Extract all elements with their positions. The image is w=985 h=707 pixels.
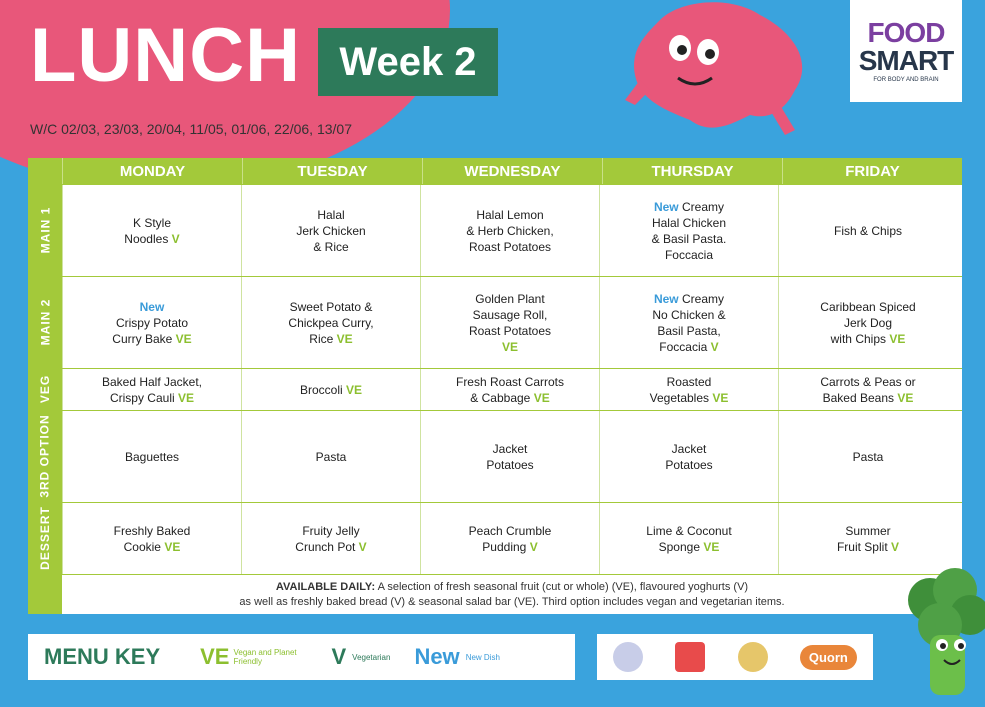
menu-cell: Baguettes (62, 411, 241, 503)
menu-key (28, 634, 575, 680)
quorn-logo: Quorn (800, 645, 857, 670)
menu-row-veg (62, 368, 962, 411)
menu-cell: Caribbean Spiced Jerk Dog with Chips VE (778, 277, 957, 369)
menu-cell: New Creamy No Chicken & Basil Pasta, Foccacia V (599, 277, 778, 369)
day-header-wednesday: WEDNESDAY (422, 158, 602, 184)
partner-logos (597, 634, 873, 680)
row-label-3rd-option: 3RD OPTION (38, 414, 52, 498)
menu-row-dessert (62, 502, 962, 575)
menu-cell: Halal Lemon & Herb Chicken, Roast Potatoes (420, 185, 599, 277)
menu-cell: Roasted Vegetables VE (599, 369, 778, 411)
menu-cell: Jacket Potatoes (420, 411, 599, 503)
partner-badge-icon (613, 642, 643, 672)
logo-smart-text: SMART (858, 45, 954, 76)
day-header-tuesday: TUESDAY (242, 158, 422, 184)
menu-cell: Freshly Baked Cookie VE (62, 503, 241, 575)
row-label-main-1: MAIN 1 (38, 206, 53, 254)
menu-row-3rd-option (62, 410, 962, 503)
logo-tagline: FOR BODY AND BRAIN (873, 77, 939, 83)
menu-cell: Peach Crumble Pudding V (420, 503, 599, 575)
week-commencing-dates: W/C 02/03, 23/03, 20/04, 11/05, 01/06, 22/06, 13/07 (30, 121, 352, 137)
key-new-symbol: New (414, 644, 460, 669)
menu-cell: New Crispy Potato Curry Bake VE (62, 277, 241, 369)
menu-cell: Summer Fruit Split V (778, 503, 957, 575)
row-label-veg: VEG (38, 374, 52, 404)
daily-label: AVAILABLE DAILY: (275, 581, 376, 593)
day-header-monday: MONDAY (62, 158, 242, 184)
available-daily-note (62, 574, 962, 615)
day-header-thursday: THURSDAY (602, 158, 782, 184)
daily-line-1: A selection of fresh seasonal fruit (cut or whole) (VE), flavoured yoghurts (V) (377, 581, 749, 593)
lunch-menu-table (28, 158, 962, 614)
key-vegetarian-symbol: V (331, 644, 347, 669)
page-title: LUNCH (30, 13, 301, 98)
week-badge: Week 2 (318, 28, 498, 96)
row-label-dessert: DESSERT (38, 506, 52, 570)
row-label-main-2: MAIN 2 (38, 298, 53, 346)
menu-cell: Lime & Coconut Sponge VE (599, 503, 778, 575)
partner-banner-icon (675, 642, 705, 672)
daily-line-2: as well as freshly baked bread (V) & seasonal salad bar (VE). Third option includes vegan and vegetarian items. (239, 596, 785, 608)
menu-cell: Pasta (778, 411, 957, 503)
menu-cell: Golden Plant Sausage Roll, Roast Potatoes VE (420, 277, 599, 369)
broccoli-mascot-icon (900, 560, 985, 707)
menu-row-main-2 (62, 276, 962, 369)
logo-food-text: FOOD (867, 17, 945, 48)
day-header-friday: FRIDAY (782, 158, 962, 184)
key-vegan-desc: Vegan and Planet Friendly (233, 648, 297, 666)
menu-cell: Broccoli VE (241, 369, 420, 411)
menu-cell: Fresh Roast Carrots & Cabbage VE (420, 369, 599, 411)
menu-cell: Halal Jerk Chicken & Rice (241, 185, 420, 277)
menu-cell: Sweet Potato & Chickpea Curry, Rice VE (241, 277, 420, 369)
menu-cell: Pasta (241, 411, 420, 503)
menu-cell: New Creamy Halal Chicken & Basil Pasta. Foccacia (599, 185, 778, 277)
menu-key-title: MENU KEY (44, 644, 161, 669)
partner-seal-icon (738, 642, 768, 672)
menu-cell: Fruity Jelly Crunch Pot V (241, 503, 420, 575)
key-new-desc: New Dish (465, 652, 500, 662)
menu-cell: Baked Half Jacket, Crispy Cauli VE (62, 369, 241, 411)
menu-cell: Fish & Chips (778, 185, 957, 277)
day-header-row (28, 158, 962, 184)
menu-cell: Jacket Potatoes (599, 411, 778, 503)
row-label-column (28, 184, 62, 614)
menu-cell: K Style Noodles V (62, 185, 241, 277)
pink-mascot-icon (620, 0, 820, 150)
menu-cell: Carrots & Peas or Baked Beans VE (778, 369, 957, 411)
key-vegan-symbol: VE (200, 644, 230, 669)
food-smart-logo (850, 0, 962, 102)
menu-row-main-1 (62, 184, 962, 277)
key-vegetarian-desc: Vegetarian (352, 652, 391, 662)
header-corner (28, 158, 62, 184)
